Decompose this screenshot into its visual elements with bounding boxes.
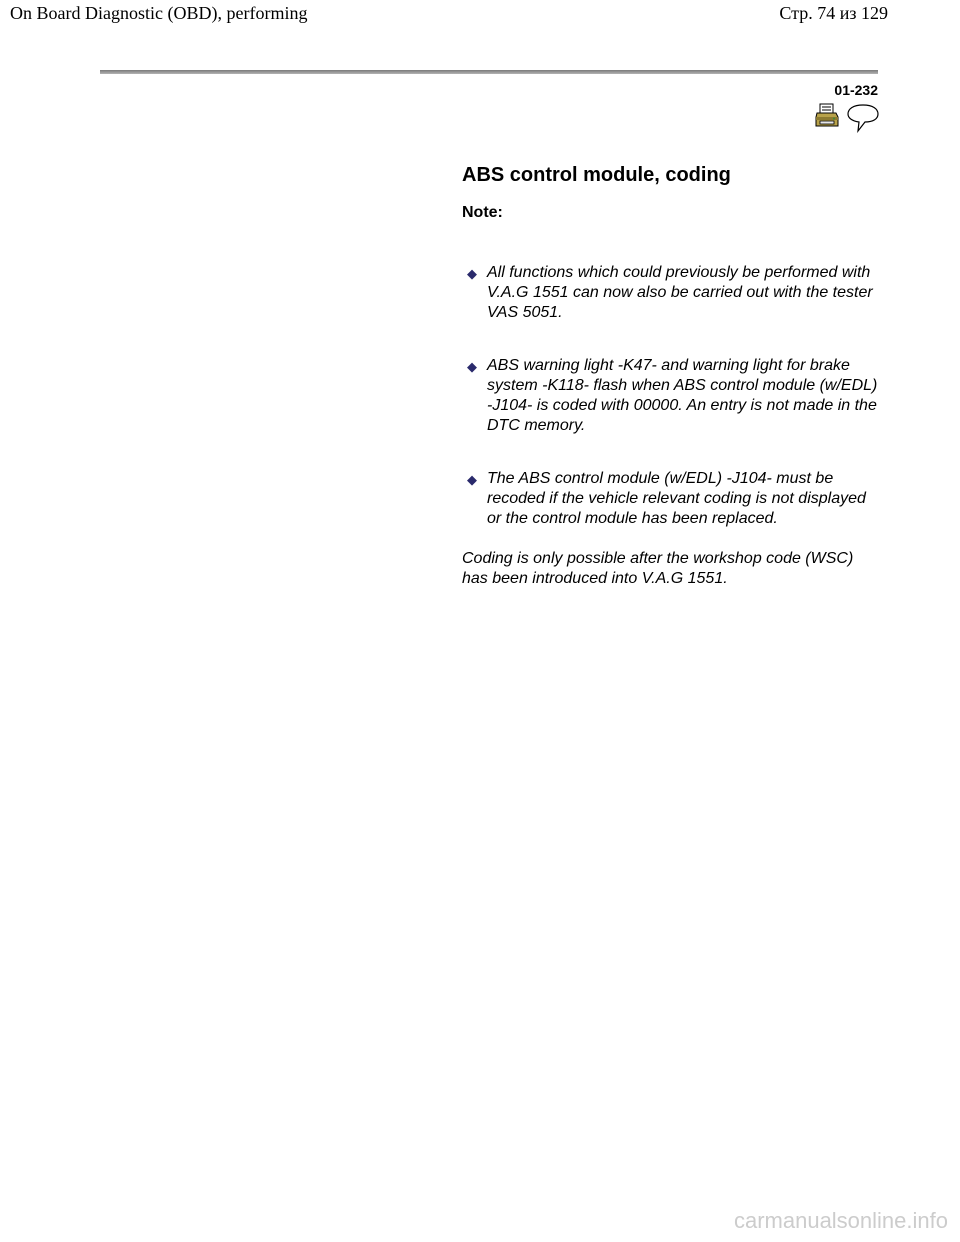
note-bullet: [462, 469, 882, 529]
bullet-text: The ABS control module (w/EDL) -J104- must be recoded if the vehicle relevant coding is not displayed or the control module has been replaced.: [487, 470, 866, 527]
page-indicator: Стр. 74 из 129: [779, 3, 888, 23]
note-label: Note:: [462, 204, 503, 221]
closing-paragraph: Coding is only possible after the workshop code (WSC) has been introduced into V.A.G 1551.: [462, 550, 854, 587]
toolbar-icons: [814, 103, 880, 135]
site-watermark: carmanualsonline.info: [733, 1208, 948, 1233]
bullet-text: All functions which could previously be performed with V.A.G 1551 can now also be carried out with the tester VAS 5051.: [487, 264, 873, 321]
bullet-text: ABS warning light -K47- and warning light for brake system -K118- flash when ABS control module (w/EDL) -J104- is coded with 00000. An entry is not made in the DTC memory.: [487, 357, 878, 434]
note-bullet: [462, 356, 882, 436]
note-bullet: [462, 263, 882, 323]
speech-balloon-icon[interactable]: [846, 103, 880, 138]
diamond-bullet-icon: ◆: [467, 359, 477, 374]
diamond-bullet-icon: ◆: [467, 266, 477, 281]
section-title: ABS control module, coding: [462, 164, 731, 186]
header-divider: [100, 70, 878, 74]
document-title: On Board Diagnostic (OBD), performing: [10, 3, 308, 23]
section-content: [462, 160, 882, 589]
printer-icon[interactable]: [814, 103, 840, 134]
page-code: 01-232: [834, 82, 878, 98]
diamond-bullet-icon: ◆: [467, 472, 477, 487]
